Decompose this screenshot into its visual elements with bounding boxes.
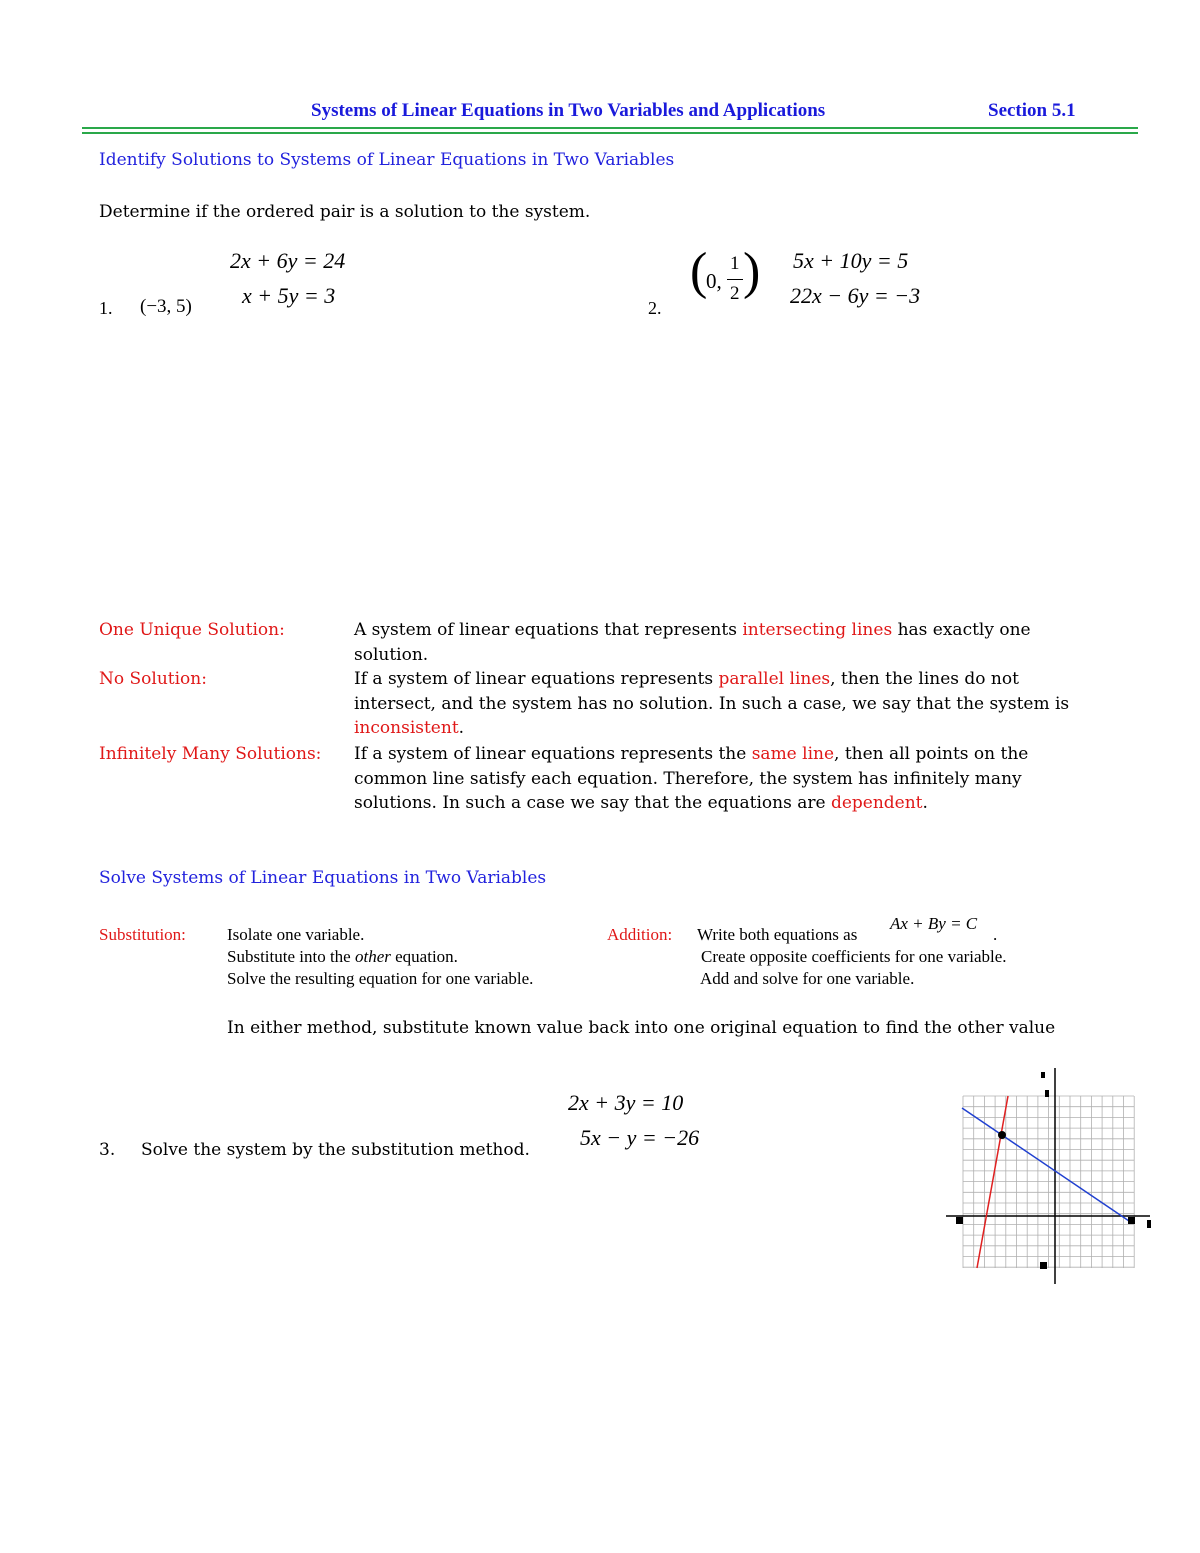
section1-heading: Identify Solutions to Systems of Linear Equations in Two Variables <box>99 150 675 170</box>
definition-unique-term: One Unique Solution: <box>99 620 285 640</box>
graph-intersection-point <box>998 1131 1006 1139</box>
problem2-number: 2. <box>648 298 662 318</box>
addition-step3: Add and solve for one variable. <box>700 969 915 988</box>
section2-heading: Solve Systems of Linear Equations in Two Variables <box>99 868 547 888</box>
problem2-paren-left: ( <box>690 243 708 300</box>
graph-tick-marker <box>1040 1262 1047 1269</box>
addition-label: Addition: <box>607 925 673 944</box>
definition-none-term: No Solution: <box>99 669 207 689</box>
problem2-pair-numerator: 1 <box>730 253 740 274</box>
problem2-pair-left: 0, <box>706 269 722 293</box>
definition-infinite-term: Infinitely Many Solutions: <box>99 744 322 764</box>
substitution-step2: Substitute into the other equation. <box>227 947 458 966</box>
problem3-number: 3. <box>99 1140 116 1160</box>
definition-infinite-text: If a system of linear equations represents the same line, then all points on the common line satisfy each equation. Therefore, the system has infinitely many solutions. In such a case we say that the equations are dependent. <box>354 744 1029 813</box>
graph-tick-marker <box>1128 1217 1135 1224</box>
header-section: Section 5.1 <box>988 100 1076 121</box>
problem3-text: Solve the system by the substitution method. <box>141 1140 530 1160</box>
problem2-pair-denominator: 2 <box>730 283 740 304</box>
addition-step1: Write both equations as <box>697 925 858 944</box>
definition-unique-text: A system of linear equations that represents intersecting lines has exactly one solution. <box>354 620 1031 665</box>
coordinate-graph <box>938 1068 1158 1290</box>
graph-tick-marker <box>1041 1072 1045 1078</box>
problem2-paren-right: ) <box>743 243 761 300</box>
graph-tick-marker <box>956 1217 963 1224</box>
problem1-eq2: x + 5y = 3 <box>242 283 336 308</box>
substitution-step1: Isolate one variable. <box>227 925 365 944</box>
graph-grid <box>963 1096 1134 1268</box>
problem1-eq1: 2x + 6y = 24 <box>230 248 346 273</box>
problem2-eq2: 22x − 6y = −3 <box>790 283 921 308</box>
problem3-eq2: 5x − y = −26 <box>580 1125 700 1150</box>
header-rule-top <box>82 127 1138 129</box>
problem3-eq1: 2x + 3y = 10 <box>568 1090 684 1115</box>
header-title: Systems of Linear Equations in Two Variables and Applications <box>311 100 826 121</box>
problem2-fraction-bar <box>727 279 743 280</box>
addition-step2: Create opposite coefficients for one variable. <box>701 947 1007 966</box>
header-rule-bottom <box>82 132 1138 134</box>
either-method-note: In either method, substitute known value back into one original equation to find the other value <box>227 1018 1056 1038</box>
graph-tick-marker <box>1045 1090 1049 1097</box>
definition-none-text: If a system of linear equations represents parallel lines, then the lines do not intersect, and the system has no solution. In such a case, we say that the system is inconsistent. <box>354 669 1070 738</box>
problem2-eq1: 5x + 10y = 5 <box>793 248 909 273</box>
section1-instruction: Determine if the ordered pair is a solution to the system. <box>99 202 591 222</box>
problem1-number: 1. <box>99 298 113 318</box>
graph-tick-marker <box>1147 1220 1151 1228</box>
substitution-step3: Solve the resulting equation for one variable. <box>227 969 534 988</box>
addition-period: . <box>993 925 998 944</box>
substitution-label: Substitution: <box>99 925 186 944</box>
addition-form: Ax + By = C <box>890 914 978 933</box>
problem1-pair: (−3, 5) <box>140 296 192 317</box>
